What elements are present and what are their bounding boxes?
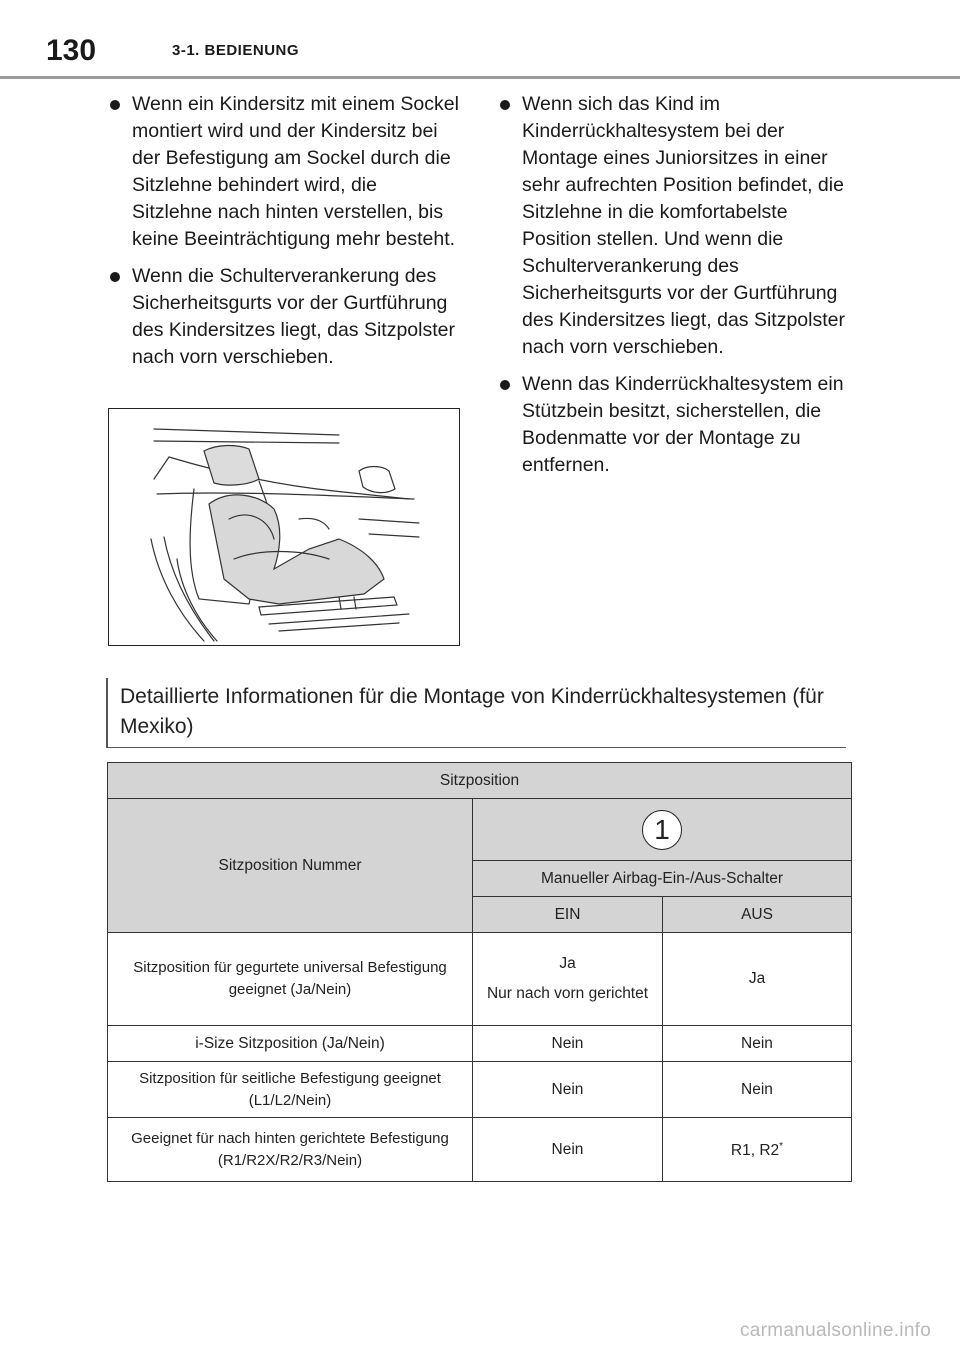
bullet-item: Wenn das Kinderrückhaltesystem ein Stützbein besitzt, sicherstellen, die Bodenmatte vor der Montage zu entfernen.: [500, 371, 850, 479]
car-seat-drawing: [109, 409, 458, 644]
footnote-mark: *: [779, 1141, 784, 1153]
left-bullet-list: [110, 91, 460, 381]
table-row: [108, 1062, 852, 1118]
table-row: [108, 1118, 852, 1182]
airbag-switch-label: Manueller Airbag-Ein-/Aus-Schalter: [473, 861, 852, 897]
row-label: Geeignet für nach hinten gerichtete Befestigung (R1/R2X/R2/R3/Nein): [108, 1118, 473, 1182]
row-value-on: Nein: [473, 1118, 663, 1182]
bullet-item: Wenn sich das Kind im Kinderrückhaltesystem bei der Montage eines Juniorsitzes in einer sehr aufrechten Position befindet, die Sitzlehne in die komfortabelste Position stellen. Und wenn die Schulterverankerung des Sicherheitsgurts vor der Gurtführung des Kindersitzes liegt, das Sitzpolster nach vorn verschieben.: [500, 91, 850, 361]
seat-number-label: Sitzposition Nummer: [108, 799, 473, 933]
switch-on-label: EIN: [473, 897, 663, 933]
section-title: 3-1. BEDIENUNG: [172, 42, 300, 59]
bullet-item: Wenn ein Kindersitz mit einem Sockel montiert wird und der Kindersitz bei der Befestigung am Sockel durch die Sitzlehne behindert wird, die Sitzlehne nach hinten verstellen, bis keine Beeinträchtigung mehr besteht.: [110, 91, 460, 253]
row-value-on-main: Ja: [559, 955, 576, 972]
footer-watermark: carmanualsonline.info: [740, 1320, 932, 1341]
row-value-on-note: Nur nach vorn gerichtet: [486, 985, 649, 1002]
table-row: [108, 1026, 852, 1062]
info-heading-box: [106, 678, 846, 748]
seat-number-cell: [473, 799, 852, 861]
table-header-row: [108, 799, 852, 861]
row-label: i-Size Sitzposition (Ja/Nein): [108, 1026, 473, 1062]
row-value-on: Nein: [473, 1062, 663, 1118]
row-value-off: Nein: [663, 1062, 852, 1118]
table-row: [108, 933, 852, 1026]
bullet-item: Wenn die Schulterverankerung des Sicherheitsgurts vor der Gurtführung des Kindersitzes liegt, das Sitzpolster nach vorn verschieben.: [110, 263, 460, 371]
info-heading: Detaillierte Informationen für die Montage von Kinderrückhaltesystemen (für Mexiko): [120, 685, 824, 738]
row-label: Sitzposition für seitliche Befestigung geeignet (L1/L2/Nein): [108, 1062, 473, 1118]
seat-number-badge: 1: [642, 810, 682, 850]
row-value-off: [663, 1118, 852, 1182]
row-value-off: Ja: [663, 933, 852, 1026]
row-value-on: [473, 933, 663, 1026]
switch-off-label: AUS: [663, 897, 852, 933]
header-cell-sitzposition: Sitzposition: [108, 763, 852, 799]
header-divider: [0, 76, 960, 79]
right-bullet-list: [500, 91, 850, 489]
page-number: 130: [46, 34, 97, 67]
table-header-row: [108, 763, 852, 799]
child-seat-illustration: [108, 408, 460, 646]
row-value-off: Nein: [663, 1026, 852, 1062]
row-label: Sitzposition für gegurtete universal Befestigung geeignet (Ja/Nein): [108, 933, 473, 1026]
row-value-on: Nein: [473, 1026, 663, 1062]
seat-badge-box: [640, 804, 684, 856]
seat-position-table: [107, 762, 852, 1182]
page-header: [0, 0, 960, 78]
row-value-off-text: R1, R2: [730, 1142, 780, 1160]
